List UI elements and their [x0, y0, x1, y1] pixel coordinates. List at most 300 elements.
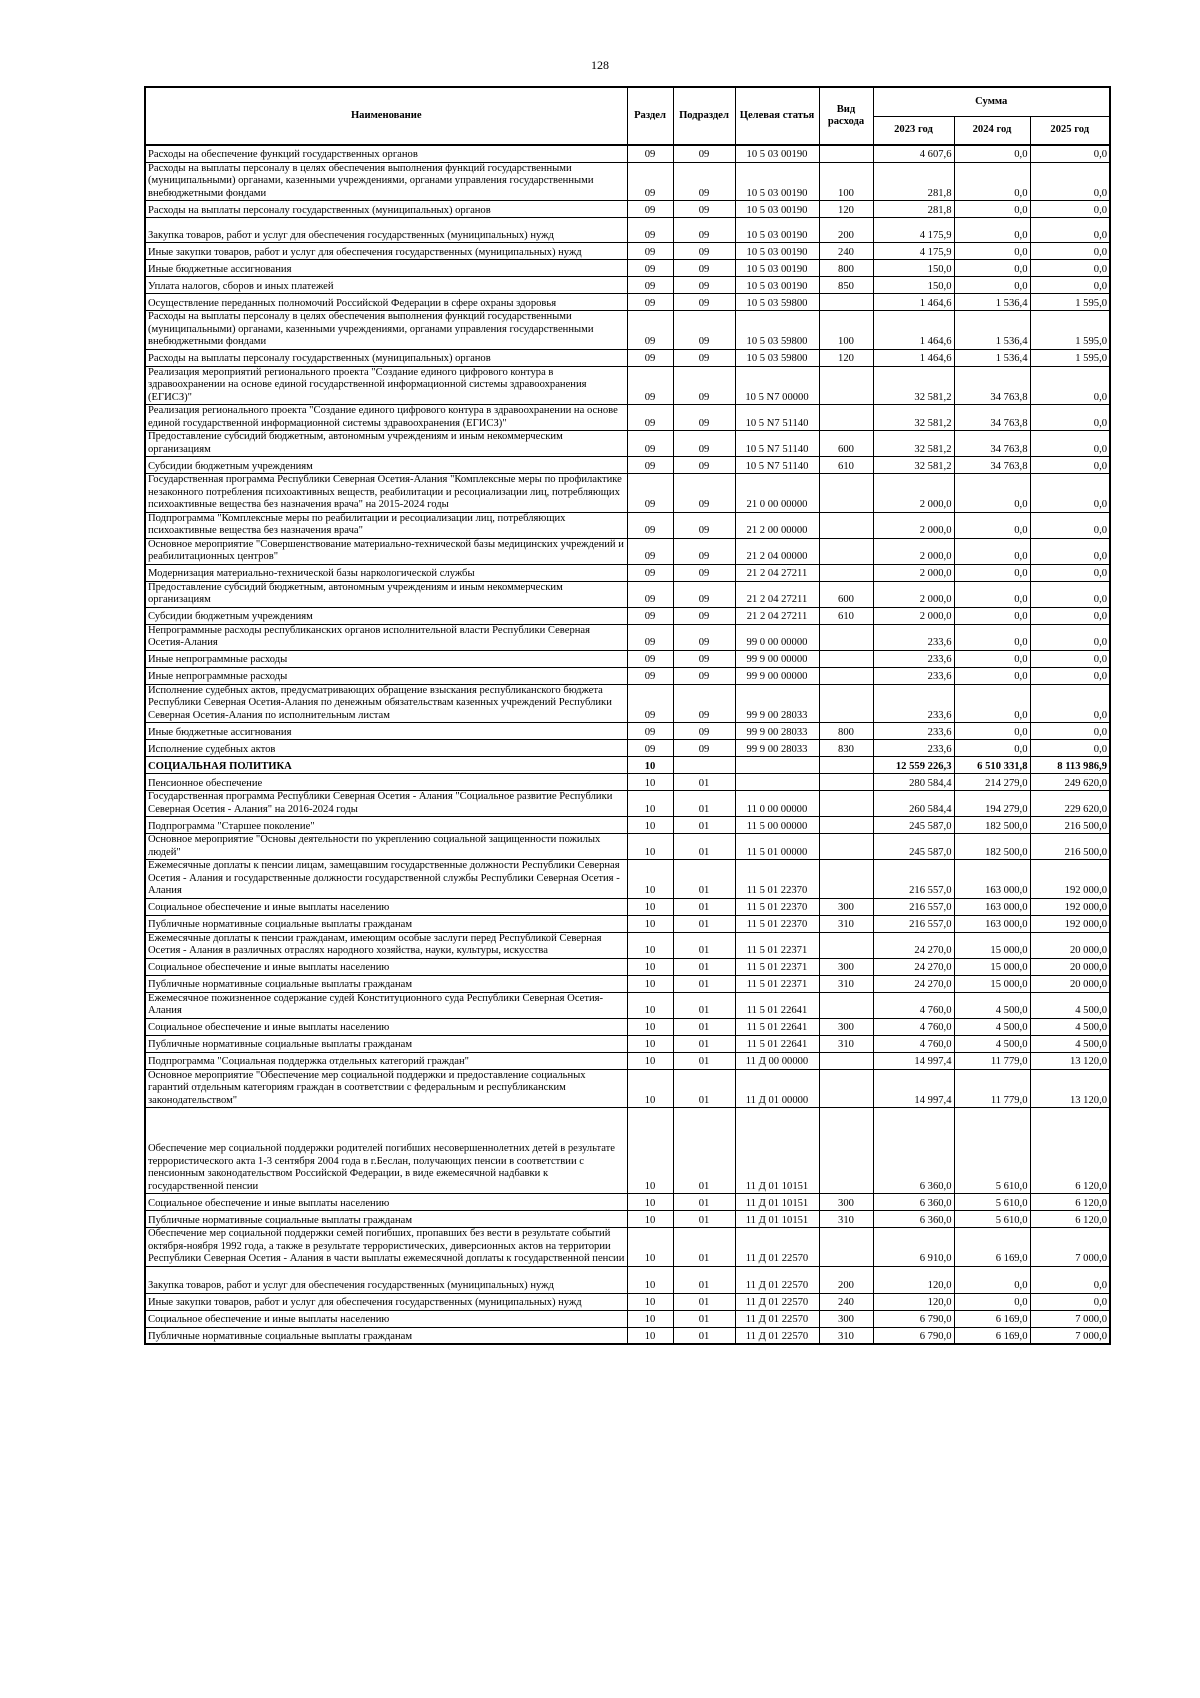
cell-2025: 7 000,0: [1030, 1228, 1110, 1267]
table-row: [145, 512, 1110, 538]
cell-kind: 310: [819, 1327, 873, 1344]
cell-name: Предоставление субсидий бюджетным, автономным учреждениям и иным некоммерческим организациям: [145, 431, 627, 457]
cell-kind: 120: [819, 201, 873, 218]
cell-2025: 0,0: [1030, 201, 1110, 218]
cell-target: 10 5 03 00190: [735, 162, 819, 201]
cell-2023: 281,8: [873, 162, 954, 201]
cell-2024: 0,0: [954, 624, 1030, 650]
cell-kind: 310: [819, 1035, 873, 1052]
cell-razdel: 09: [627, 684, 673, 723]
cell-2025: 0,0: [1030, 1266, 1110, 1293]
cell-2023: 150,0: [873, 260, 954, 277]
column-header-kind: Вид расхода: [819, 87, 873, 145]
cell-podrazdel: 01: [673, 1035, 735, 1052]
cell-name: Непрограммные расходы республиканских органов исполнительной власти Республики Северная Осетия-Алания: [145, 624, 627, 650]
cell-kind: [819, 145, 873, 162]
cell-target: 11 Д 01 10151: [735, 1194, 819, 1211]
cell-target: 99 9 00 28033: [735, 684, 819, 723]
cell-razdel: 10: [627, 1069, 673, 1108]
cell-kind: 300: [819, 1310, 873, 1327]
budget-table: [144, 86, 1111, 1345]
cell-2024: 0,0: [954, 564, 1030, 581]
cell-2023: 281,8: [873, 201, 954, 218]
cell-2024: 182 500,0: [954, 817, 1030, 834]
table-row: [145, 457, 1110, 474]
cell-2024: 0,0: [954, 277, 1030, 294]
cell-razdel: 10: [627, 791, 673, 817]
column-header-podrazdel: Подраздел: [673, 87, 735, 145]
cell-2023: 24 270,0: [873, 932, 954, 958]
cell-2025: 0,0: [1030, 1293, 1110, 1310]
table-row: [145, 1035, 1110, 1052]
cell-target: 11 Д 01 22570: [735, 1293, 819, 1310]
cell-podrazdel: 01: [673, 1228, 735, 1267]
cell-target: [735, 774, 819, 791]
cell-2024: 0,0: [954, 740, 1030, 757]
cell-razdel: 10: [627, 834, 673, 860]
cell-2024: 0,0: [954, 474, 1030, 513]
cell-name: Публичные нормативные социальные выплаты гражданам: [145, 1211, 627, 1228]
cell-razdel: 09: [627, 564, 673, 581]
cell-2025: 4 500,0: [1030, 1035, 1110, 1052]
cell-2025: 13 120,0: [1030, 1052, 1110, 1069]
column-header-razdel: Раздел: [627, 87, 673, 145]
cell-2025: 20 000,0: [1030, 958, 1110, 975]
cell-podrazdel: 09: [673, 311, 735, 350]
cell-2024: 6 169,0: [954, 1327, 1030, 1344]
cell-target: 21 2 04 27211: [735, 607, 819, 624]
page-number: 128: [591, 58, 609, 72]
cell-kind: 600: [819, 581, 873, 607]
cell-podrazdel: 01: [673, 958, 735, 975]
table-row: [145, 277, 1110, 294]
cell-razdel: 10: [627, 1035, 673, 1052]
cell-target: 10 5 03 00190: [735, 260, 819, 277]
cell-2025: 1 595,0: [1030, 311, 1110, 350]
cell-2023: 233,6: [873, 723, 954, 740]
cell-target: 10 5 03 00190: [735, 277, 819, 294]
cell-2023: 2 000,0: [873, 512, 954, 538]
cell-2023: 1 464,6: [873, 294, 954, 311]
cell-2024: 0,0: [954, 684, 1030, 723]
table-row: [145, 366, 1110, 405]
cell-name: Подпрограмма "Старшее поколение": [145, 817, 627, 834]
table-row: [145, 1228, 1110, 1267]
cell-2025: 0,0: [1030, 512, 1110, 538]
cell-2025: 0,0: [1030, 277, 1110, 294]
cell-name: Публичные нормативные социальные выплаты гражданам: [145, 975, 627, 992]
cell-name: Предоставление субсидий бюджетным, автономным учреждениям и иным некоммерческим организациям: [145, 581, 627, 607]
cell-2023: 245 587,0: [873, 834, 954, 860]
cell-podrazdel: 01: [673, 1293, 735, 1310]
cell-kind: 300: [819, 958, 873, 975]
cell-razdel: 10: [627, 1228, 673, 1267]
cell-kind: 800: [819, 723, 873, 740]
cell-target: 10 5 03 00190: [735, 145, 819, 162]
cell-razdel: 09: [627, 538, 673, 564]
table-row: [145, 145, 1110, 162]
cell-podrazdel: 01: [673, 1266, 735, 1293]
cell-2025: 192 000,0: [1030, 898, 1110, 915]
cell-kind: [819, 538, 873, 564]
cell-2025: 0,0: [1030, 366, 1110, 405]
cell-2023: 6 790,0: [873, 1310, 954, 1327]
cell-razdel: 10: [627, 958, 673, 975]
cell-podrazdel: 01: [673, 975, 735, 992]
cell-2024: 163 000,0: [954, 898, 1030, 915]
table-row: [145, 431, 1110, 457]
cell-2024: 6 169,0: [954, 1228, 1030, 1267]
cell-2025: 0,0: [1030, 431, 1110, 457]
cell-2024: 163 000,0: [954, 915, 1030, 932]
cell-razdel: 09: [627, 243, 673, 260]
cell-2025: 20 000,0: [1030, 975, 1110, 992]
cell-2025: 249 620,0: [1030, 774, 1110, 791]
cell-razdel: 10: [627, 1327, 673, 1344]
cell-2025: 0,0: [1030, 457, 1110, 474]
cell-podrazdel: 01: [673, 1108, 735, 1194]
cell-target: 10 5 N7 51140: [735, 457, 819, 474]
cell-name: Модернизация материально-технической базы наркологической службы: [145, 564, 627, 581]
cell-2025: 0,0: [1030, 538, 1110, 564]
table-row: [145, 958, 1110, 975]
table-row: [145, 817, 1110, 834]
cell-2023: 2 000,0: [873, 607, 954, 624]
cell-2024: 5 610,0: [954, 1108, 1030, 1194]
cell-2023: 4 175,9: [873, 243, 954, 260]
cell-kind: 120: [819, 349, 873, 366]
cell-2024: 34 763,8: [954, 457, 1030, 474]
cell-target: 11 0 00 00000: [735, 791, 819, 817]
cell-podrazdel: 01: [673, 932, 735, 958]
cell-2023: 32 581,2: [873, 366, 954, 405]
cell-kind: 240: [819, 243, 873, 260]
table-row: [145, 757, 1110, 774]
cell-target: 11 5 01 00000: [735, 834, 819, 860]
cell-podrazdel: 01: [673, 774, 735, 791]
cell-razdel: 09: [627, 512, 673, 538]
cell-2025: 0,0: [1030, 474, 1110, 513]
cell-name: Основное мероприятие "Совершенствование материально-технической базы медицинских учреждений и реабилитационных центров": [145, 538, 627, 564]
cell-target: 10 5 03 00190: [735, 243, 819, 260]
cell-kind: [819, 860, 873, 899]
cell-2024: 4 500,0: [954, 992, 1030, 1018]
table-row: [145, 667, 1110, 684]
table-row: [145, 1266, 1110, 1293]
cell-2023: 216 557,0: [873, 860, 954, 899]
cell-name: Исполнение судебных актов: [145, 740, 627, 757]
cell-name: Государственная программа Республики Северная Осетия-Алания "Комплексные меры по профилактике незаконного потребления психоактивных веществ, реабилитации и ресоциализации лиц, потребляющих психоактивные вещества без назначения врача" на 2015-2024 годы: [145, 474, 627, 513]
cell-razdel: 10: [627, 992, 673, 1018]
cell-target: 21 2 04 27211: [735, 581, 819, 607]
cell-razdel: 09: [627, 431, 673, 457]
cell-2023: 2 000,0: [873, 581, 954, 607]
table-row: [145, 860, 1110, 899]
cell-razdel: 10: [627, 1211, 673, 1228]
cell-kind: [819, 1108, 873, 1194]
cell-podrazdel: 09: [673, 349, 735, 366]
cell-target: 11 Д 01 22570: [735, 1228, 819, 1267]
cell-kind: 310: [819, 975, 873, 992]
cell-2023: 233,6: [873, 684, 954, 723]
table-row: [145, 294, 1110, 311]
table-row: [145, 650, 1110, 667]
cell-2024: 0,0: [954, 260, 1030, 277]
cell-kind: [819, 757, 873, 774]
cell-name: Реализация регионального проекта "Создание единого цифрового контура в здравоохранении на основе единой государственной информационной системы здравоохранения (ЕГИСЗ)": [145, 405, 627, 431]
cell-2024: 6 169,0: [954, 1310, 1030, 1327]
cell-2025: 7 000,0: [1030, 1327, 1110, 1344]
cell-target: 10 5 03 59800: [735, 311, 819, 350]
cell-kind: 300: [819, 1194, 873, 1211]
cell-target: 11 5 01 22371: [735, 932, 819, 958]
cell-2025: 0,0: [1030, 650, 1110, 667]
cell-2024: 0,0: [954, 538, 1030, 564]
cell-kind: [819, 624, 873, 650]
cell-kind: 200: [819, 218, 873, 243]
cell-name: Иные непрограммные расходы: [145, 650, 627, 667]
cell-podrazdel: 09: [673, 474, 735, 513]
cell-podrazdel: 01: [673, 992, 735, 1018]
cell-razdel: 09: [627, 740, 673, 757]
table-row: [145, 774, 1110, 791]
cell-razdel: 09: [627, 650, 673, 667]
cell-2025: 1 595,0: [1030, 294, 1110, 311]
table-row: [145, 1052, 1110, 1069]
cell-target: 11 Д 01 10151: [735, 1211, 819, 1228]
cell-2025: 0,0: [1030, 162, 1110, 201]
cell-name: Социальное обеспечение и иные выплаты населению: [145, 898, 627, 915]
cell-podrazdel: 01: [673, 1211, 735, 1228]
cell-2025: 0,0: [1030, 581, 1110, 607]
cell-target: 11 5 01 22370: [735, 860, 819, 899]
cell-razdel: 10: [627, 1194, 673, 1211]
cell-2025: 0,0: [1030, 684, 1110, 723]
cell-target: 99 9 00 00000: [735, 650, 819, 667]
cell-podrazdel: 09: [673, 457, 735, 474]
cell-2023: 245 587,0: [873, 817, 954, 834]
cell-podrazdel: 09: [673, 538, 735, 564]
cell-2025: 0,0: [1030, 405, 1110, 431]
cell-razdel: 10: [627, 774, 673, 791]
cell-razdel: 09: [627, 624, 673, 650]
table-row: [145, 915, 1110, 932]
cell-2025: 0,0: [1030, 624, 1110, 650]
cell-podrazdel: 09: [673, 162, 735, 201]
cell-2023: 32 581,2: [873, 457, 954, 474]
table-row: [145, 1018, 1110, 1035]
cell-2024: 214 279,0: [954, 774, 1030, 791]
cell-2024: 0,0: [954, 201, 1030, 218]
table-row: [145, 1069, 1110, 1108]
cell-razdel: 09: [627, 607, 673, 624]
cell-razdel: 10: [627, 860, 673, 899]
table-row: [145, 723, 1110, 740]
cell-razdel: 10: [627, 757, 673, 774]
cell-kind: 800: [819, 260, 873, 277]
cell-target: 11 5 00 00000: [735, 817, 819, 834]
cell-name: Обеспечение мер социальной поддержки семей погибших, пропавших без вести в результате событий октября-ноября 1992 года, а также в результате террористических, диверсионных актов на территории Республики Северная Осетия - Алания в части выплаты ежемесячной доплаты к государственной пенсии: [145, 1228, 627, 1267]
cell-2024: 4 500,0: [954, 1018, 1030, 1035]
cell-2023: 2 000,0: [873, 538, 954, 564]
cell-razdel: 09: [627, 277, 673, 294]
cell-2025: 0,0: [1030, 145, 1110, 162]
cell-name: Расходы на обеспечение функций государственных органов: [145, 145, 627, 162]
cell-target: 11 Д 01 10151: [735, 1108, 819, 1194]
cell-2024: 163 000,0: [954, 860, 1030, 899]
cell-target: 21 0 00 00000: [735, 474, 819, 513]
table-row: [145, 624, 1110, 650]
cell-kind: [819, 834, 873, 860]
cell-2025: 6 120,0: [1030, 1194, 1110, 1211]
cell-2023: 1 464,6: [873, 349, 954, 366]
cell-razdel: 09: [627, 218, 673, 243]
cell-2024: 0,0: [954, 145, 1030, 162]
cell-razdel: 09: [627, 667, 673, 684]
cell-2023: 216 557,0: [873, 915, 954, 932]
cell-2025: 0,0: [1030, 723, 1110, 740]
cell-target: 10 5 03 59800: [735, 294, 819, 311]
cell-2023: 6 360,0: [873, 1211, 954, 1228]
column-header-2024: 2024 год: [954, 116, 1030, 145]
cell-razdel: 10: [627, 915, 673, 932]
cell-2023: 24 270,0: [873, 958, 954, 975]
cell-2024: 4 500,0: [954, 1035, 1030, 1052]
cell-target: 11 5 01 22641: [735, 1018, 819, 1035]
cell-2024: 1 536,4: [954, 294, 1030, 311]
cell-2024: 0,0: [954, 723, 1030, 740]
cell-2024: 15 000,0: [954, 958, 1030, 975]
table-row: [145, 992, 1110, 1018]
cell-kind: 310: [819, 915, 873, 932]
cell-podrazdel: 09: [673, 405, 735, 431]
cell-2025: 192 000,0: [1030, 860, 1110, 899]
cell-name: Основное мероприятие "Основы деятельности по укреплению социальной защищенности пожилых людей": [145, 834, 627, 860]
cell-kind: 200: [819, 1266, 873, 1293]
cell-2024: 15 000,0: [954, 975, 1030, 992]
cell-podrazdel: 01: [673, 817, 735, 834]
column-header-2023: 2023 год: [873, 116, 954, 145]
cell-podrazdel: 01: [673, 1018, 735, 1035]
cell-2025: 0,0: [1030, 667, 1110, 684]
cell-name: Реализация мероприятий регионального проекта "Создание единого цифрового контура в здравоохранении на основе единой государственной информационной системы здравоохранения (ЕГИСЗ)": [145, 366, 627, 405]
cell-name: Публичные нормативные социальные выплаты гражданам: [145, 1327, 627, 1344]
cell-2024: 0,0: [954, 512, 1030, 538]
cell-razdel: 10: [627, 1108, 673, 1194]
cell-2025: 216 500,0: [1030, 834, 1110, 860]
cell-2023: 150,0: [873, 277, 954, 294]
cell-target: 21 2 04 27211: [735, 564, 819, 581]
table-row: [145, 1327, 1110, 1344]
cell-name: Осуществление переданных полномочий Российской Федерации в сфере охраны здоровья: [145, 294, 627, 311]
cell-kind: [819, 684, 873, 723]
cell-kind: 300: [819, 898, 873, 915]
cell-kind: 830: [819, 740, 873, 757]
cell-kind: [819, 1228, 873, 1267]
cell-2025: 192 000,0: [1030, 915, 1110, 932]
cell-podrazdel: 09: [673, 564, 735, 581]
cell-2024: 0,0: [954, 1266, 1030, 1293]
cell-podrazdel: 09: [673, 740, 735, 757]
cell-2023: 1 464,6: [873, 311, 954, 350]
cell-podrazdel: [673, 757, 735, 774]
cell-2023: 233,6: [873, 667, 954, 684]
cell-razdel: 09: [627, 474, 673, 513]
column-header-target: Целевая статья: [735, 87, 819, 145]
cell-razdel: 10: [627, 932, 673, 958]
table-row: [145, 1108, 1110, 1194]
cell-podrazdel: 09: [673, 145, 735, 162]
cell-target: 99 9 00 28033: [735, 740, 819, 757]
cell-target: 11 Д 01 22570: [735, 1310, 819, 1327]
cell-name: Социальное обеспечение и иные выплаты населению: [145, 1310, 627, 1327]
cell-target: 11 5 01 22371: [735, 958, 819, 975]
table-row: [145, 538, 1110, 564]
cell-2023: 4 175,9: [873, 218, 954, 243]
cell-name: Социальное обеспечение и иные выплаты населению: [145, 958, 627, 975]
cell-kind: [819, 405, 873, 431]
cell-name: Публичные нормативные социальные выплаты гражданам: [145, 1035, 627, 1052]
cell-podrazdel: 01: [673, 898, 735, 915]
cell-target: 99 0 00 00000: [735, 624, 819, 650]
column-header-name: Наименование: [145, 87, 627, 145]
cell-2025: 8 113 986,9: [1030, 757, 1110, 774]
cell-name: Иные бюджетные ассигнования: [145, 723, 627, 740]
cell-name: Пенсионное обеспечение: [145, 774, 627, 791]
cell-2023: 6 360,0: [873, 1194, 954, 1211]
cell-target: 11 Д 01 00000: [735, 1069, 819, 1108]
table-row: [145, 607, 1110, 624]
cell-kind: [819, 774, 873, 791]
cell-razdel: 10: [627, 898, 673, 915]
cell-kind: [819, 1069, 873, 1108]
cell-kind: 240: [819, 1293, 873, 1310]
cell-razdel: 09: [627, 723, 673, 740]
table-row: [145, 1194, 1110, 1211]
cell-target: 11 Д 00 00000: [735, 1052, 819, 1069]
cell-2024: 11 779,0: [954, 1052, 1030, 1069]
cell-kind: [819, 992, 873, 1018]
cell-kind: 100: [819, 311, 873, 350]
cell-2024: 0,0: [954, 581, 1030, 607]
cell-razdel: 09: [627, 457, 673, 474]
cell-kind: 300: [819, 1018, 873, 1035]
cell-podrazdel: 09: [673, 294, 735, 311]
cell-razdel: 09: [627, 294, 673, 311]
cell-2025: 0,0: [1030, 218, 1110, 243]
cell-2024: 15 000,0: [954, 932, 1030, 958]
cell-2023: 2 000,0: [873, 474, 954, 513]
table-row: [145, 201, 1110, 218]
cell-2023: 6 910,0: [873, 1228, 954, 1267]
cell-name: СОЦИАЛЬНАЯ ПОЛИТИКА: [145, 757, 627, 774]
cell-kind: [819, 474, 873, 513]
table-row: [145, 311, 1110, 350]
cell-name: Государственная программа Республики Северная Осетия - Алания "Социальное развитие Республики Северная Осетия - Алания" на 2016-2024 годы: [145, 791, 627, 817]
table-row: [145, 474, 1110, 513]
cell-2023: 14 997,4: [873, 1052, 954, 1069]
cell-kind: 310: [819, 1211, 873, 1228]
cell-2024: 1 536,4: [954, 311, 1030, 350]
table-row: [145, 740, 1110, 757]
cell-2023: 120,0: [873, 1293, 954, 1310]
cell-2023: 32 581,2: [873, 431, 954, 457]
cell-name: Закупка товаров, работ и услуг для обеспечения государственных (муниципальных) нужд: [145, 218, 627, 243]
cell-name: Уплата налогов, сборов и иных платежей: [145, 277, 627, 294]
cell-2024: 11 779,0: [954, 1069, 1030, 1108]
cell-razdel: 09: [627, 311, 673, 350]
cell-podrazdel: 09: [673, 667, 735, 684]
